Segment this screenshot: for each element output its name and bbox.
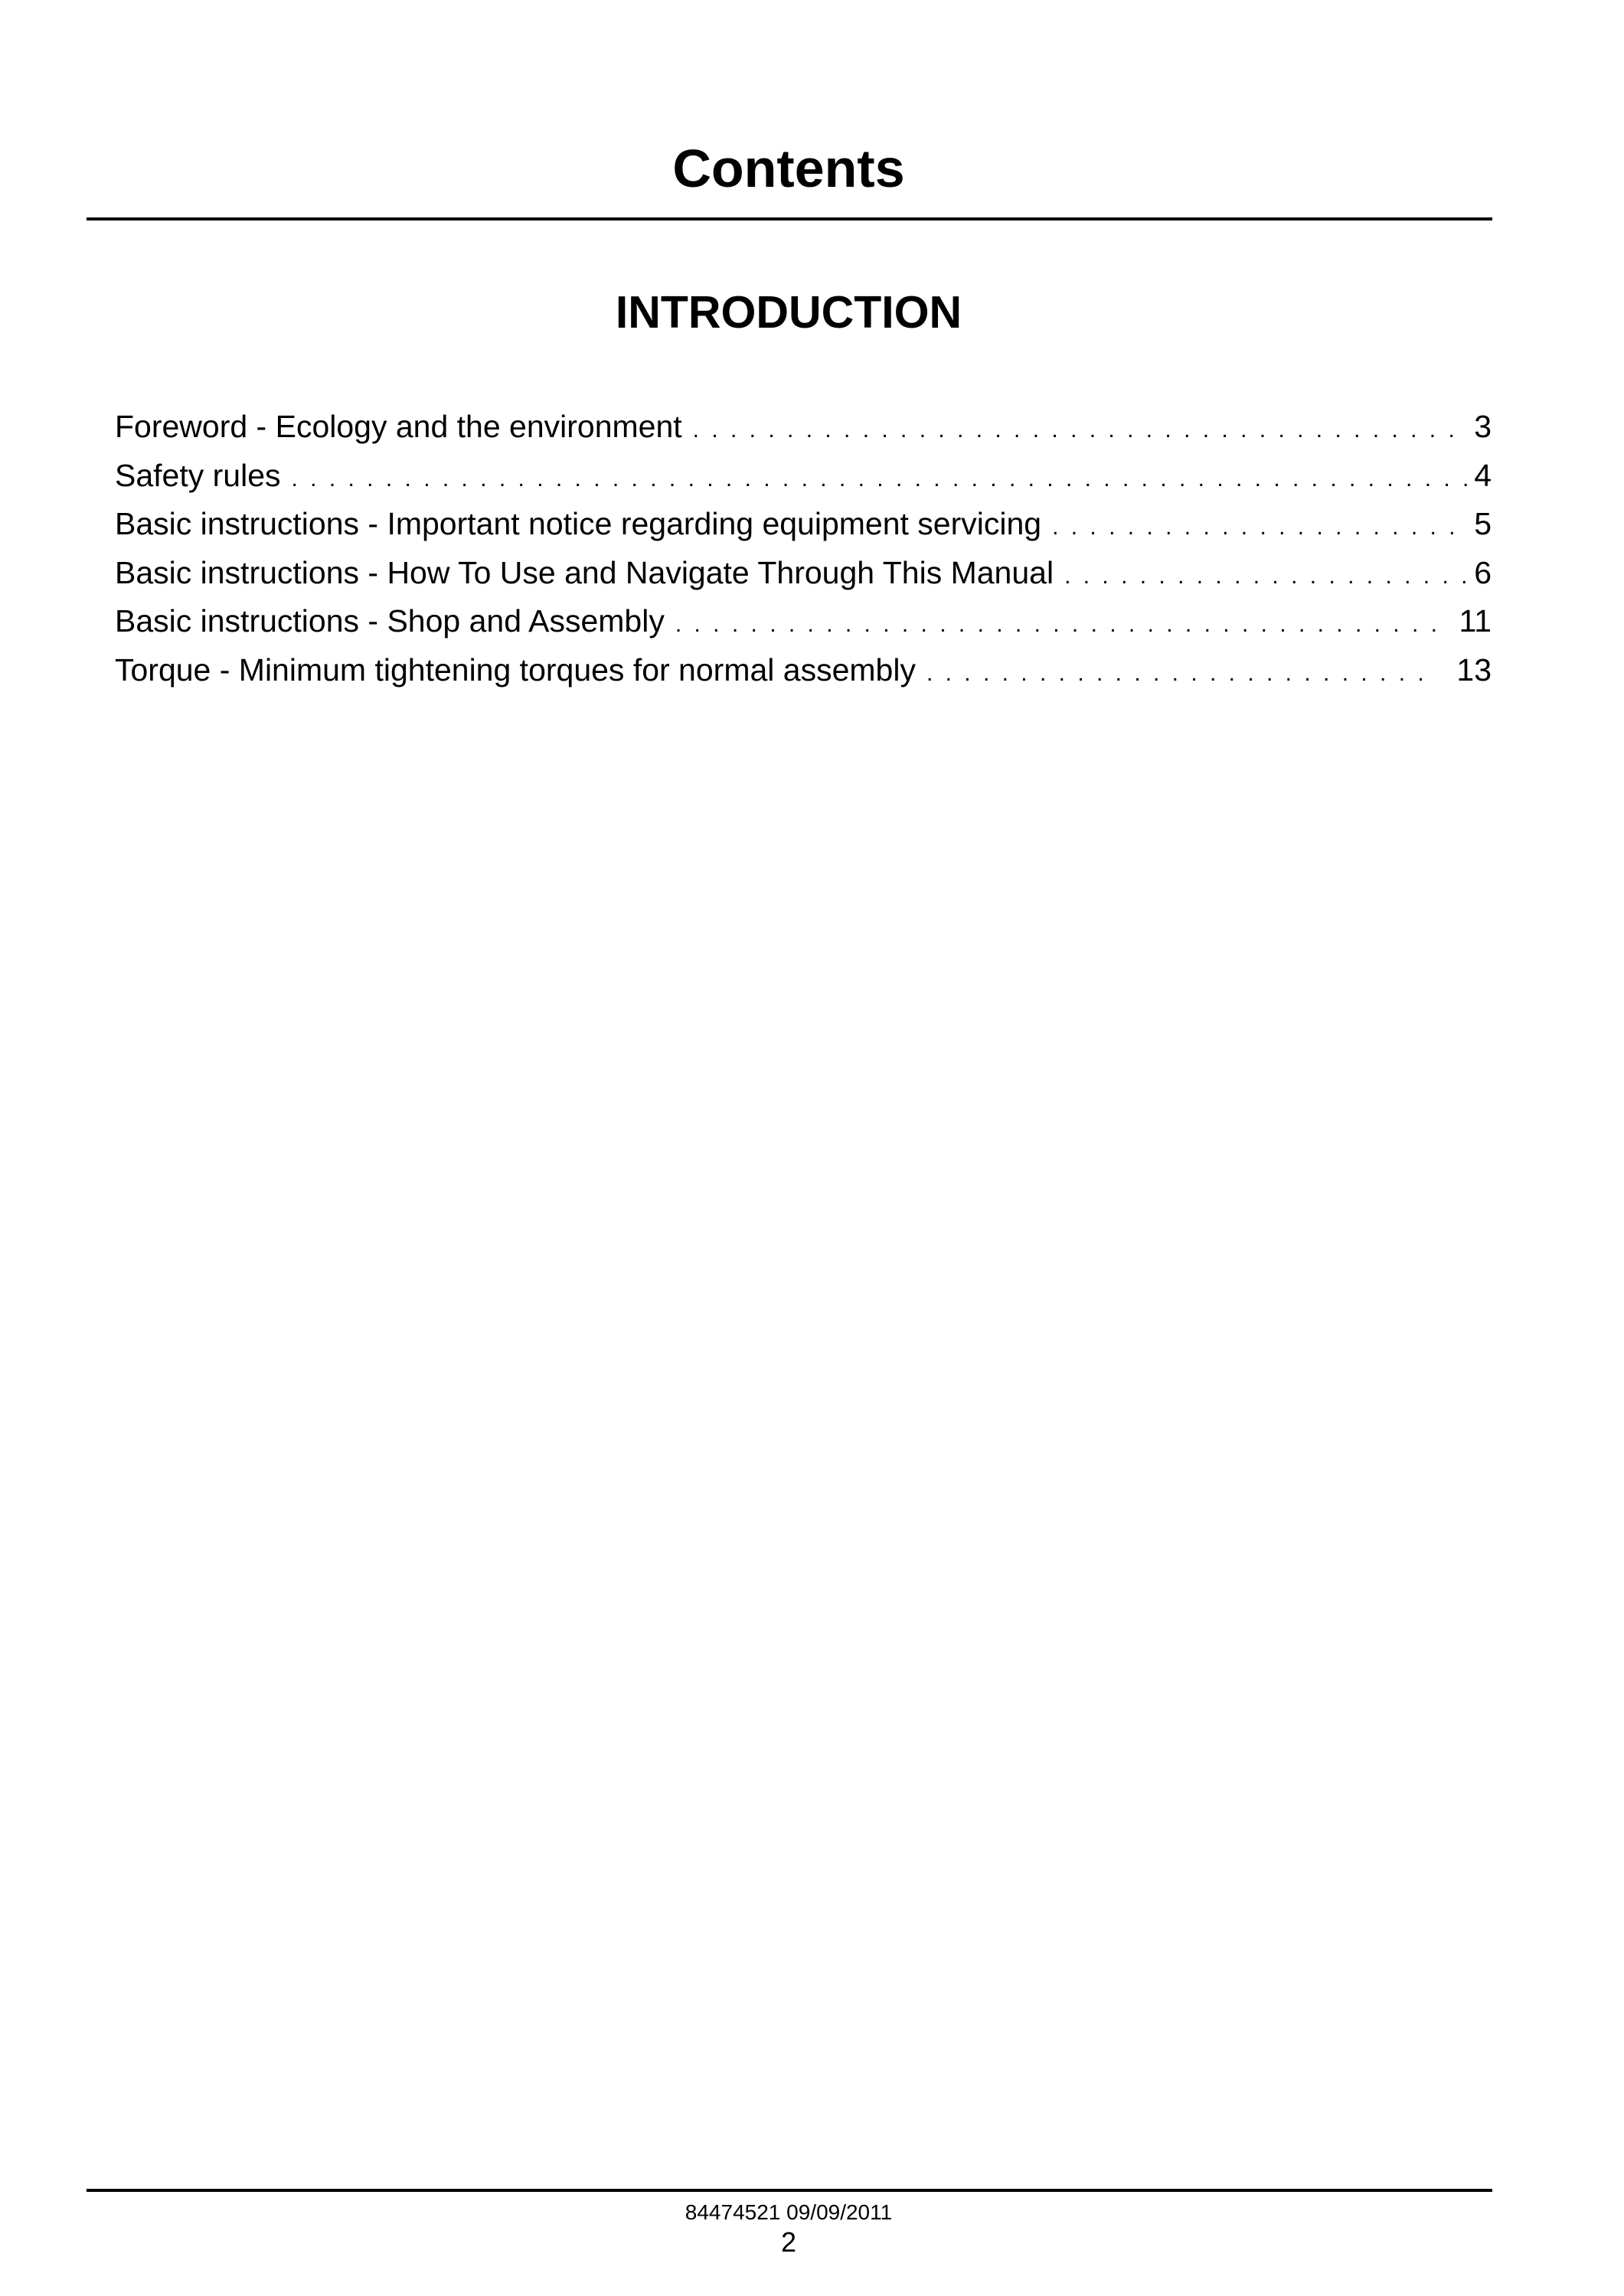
dot-leader	[1052, 503, 1467, 549]
table-of-contents	[115, 403, 1492, 694]
toc-entry-page: 6	[1474, 554, 1492, 590]
toc-entry-page: 13	[1456, 652, 1492, 687]
section-title: INTRODUCTION	[615, 287, 962, 338]
toc-entry-label: Basic instructions - Shop and Assembly	[115, 603, 665, 639]
page-title: Contents	[672, 139, 905, 198]
dot-leader	[926, 649, 1436, 695]
toc-entry-equipment-servicing[interactable]	[115, 500, 1492, 549]
footer-page-number: 2	[780, 2226, 797, 2258]
dot-leader	[675, 600, 1439, 646]
toc-entry-page: 4	[1474, 457, 1492, 493]
header-rule	[87, 217, 1492, 220]
toc-entry-shop-assembly[interactable]	[115, 597, 1492, 646]
toc-entry-page: 11	[1459, 603, 1492, 639]
dot-leader	[693, 406, 1467, 452]
footer-doc-code: 84474521 09/09/2011	[685, 2200, 893, 2224]
toc-entry-torque[interactable]	[115, 646, 1492, 695]
footer-rule	[87, 2189, 1492, 2192]
dot-leader	[1064, 552, 1467, 598]
toc-entry-label: Basic instructions - Important notice regarding equipment servicing	[115, 506, 1042, 541]
toc-entry-safety-rules[interactable]	[115, 452, 1492, 501]
toc-entry-label: Basic instructions - How To Use and Navigate Through This Manual	[115, 554, 1054, 590]
toc-entry-label: Torque - Minimum tightening torques for normal assembly	[115, 652, 916, 687]
toc-entry-label: Foreword - Ecology and the environment	[115, 409, 682, 444]
toc-entry-foreword[interactable]	[115, 403, 1492, 452]
dot-leader	[292, 455, 1468, 501]
toc-entry-page: 5	[1474, 506, 1492, 541]
toc-entry-how-to-use[interactable]	[115, 549, 1492, 598]
toc-entry-label: Safety rules	[115, 457, 281, 493]
toc-entry-page: 3	[1474, 409, 1492, 444]
